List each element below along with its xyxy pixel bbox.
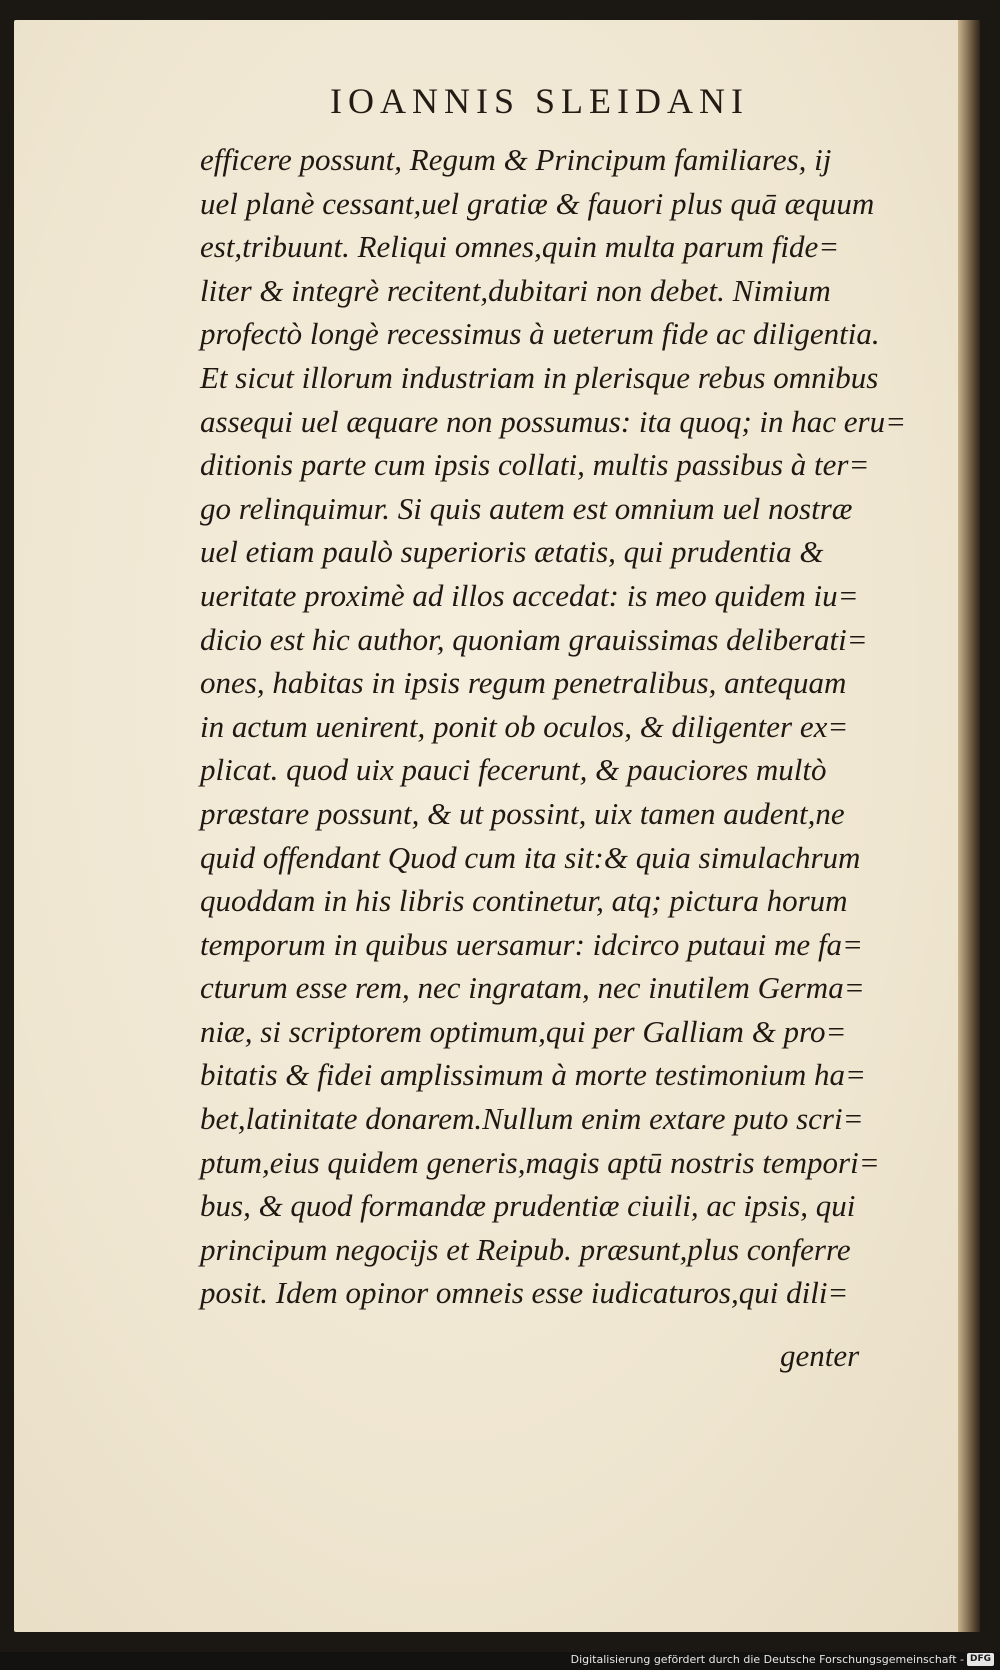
- text-line: dicio est hic author, quoniam grauissimas deliberati=: [200, 621, 868, 657]
- text-line: profectò longè recessimus à ueterum fide ac diligentia.: [200, 316, 880, 352]
- catchword: genter: [780, 1338, 860, 1373]
- text-line: quid offendant Quod cum ita sit:& quia simulachrum: [200, 839, 861, 875]
- text-line: Et sicut illorum industriam in plerisque rebus omnibus: [200, 359, 879, 395]
- text-line: uel planè cessant,uel gratiæ & fauori plus quā æquum: [200, 185, 875, 221]
- text-line: bitatis & fidei amplissimum à morte testimonium ha=: [200, 1057, 866, 1093]
- text-line: bet,latinitate donarem.Nullum enim extare puto scri=: [200, 1101, 864, 1137]
- text-line: cturum esse rem, nec ingratam, nec inutilem Germa=: [200, 970, 865, 1006]
- text-line: ones, habitas in ipsis regum penetralibus, antequam: [200, 665, 847, 701]
- text-line: uel etiam paulò superioris ætatis, qui prudentia &: [200, 534, 824, 570]
- text-line: ditionis parte cum ipsis collati, multis passibus à ter=: [200, 447, 870, 483]
- text-line: bus, & quod formandæ prudentiæ ciuili, ac ipsis, qui: [200, 1188, 856, 1224]
- text-line: posit. Idem opinor omneis esse iudicaturos,qui dili=: [200, 1275, 849, 1311]
- digitization-credit: [571, 1653, 994, 1666]
- text-line: go relinquimur. Si quis autem est omnium uel nostræ: [200, 490, 853, 526]
- text-line: plicat. quod uix pauci fecerunt, & pauciores multò: [200, 752, 827, 788]
- body-text: [200, 138, 907, 1315]
- text-line: principum negocijs et Reipub. præsunt,plus conferre: [200, 1231, 851, 1267]
- dfg-logo-icon: DFG: [967, 1653, 994, 1666]
- text-line: liter & integrè recitent,dubitari non debet. Nimium: [200, 272, 831, 308]
- page-gutter: [958, 20, 980, 1632]
- text-line: temporum in quibus uersamur: idcirco putaui me fa=: [200, 926, 863, 962]
- text-line: ptum,eius quidem generis,magis aptū nostris tempori=: [200, 1144, 880, 1180]
- text-line: in actum uenirent, ponit ob oculos, & diligenter ex=: [200, 708, 849, 744]
- text-line: niæ, si scriptorem optimum,qui per Galliam & pro=: [200, 1013, 847, 1049]
- text-line: præstare possunt, & ut possint, uix tamen audent,ne: [200, 795, 845, 831]
- text-line: efficere possunt, Regum & Principum familiares, ij: [200, 142, 832, 177]
- text-line: quoddam in his libris continetur, atq; pictura horum: [200, 883, 848, 919]
- text-line: est,tribuunt. Reliqui omnes,quin multa parum fide=: [200, 229, 840, 265]
- running-head: IOANNIS SLEIDANI: [330, 81, 749, 121]
- text-line: assequi uel æquare non possumus: ita quoq; in hac eru=: [200, 403, 907, 439]
- credit-text: Digitalisierung gefördert durch die Deutsche Forschungsgemeinschaft -: [570, 1653, 964, 1666]
- text-line: ueritate proximè ad illos accedat: is meo quidem iu=: [200, 577, 859, 613]
